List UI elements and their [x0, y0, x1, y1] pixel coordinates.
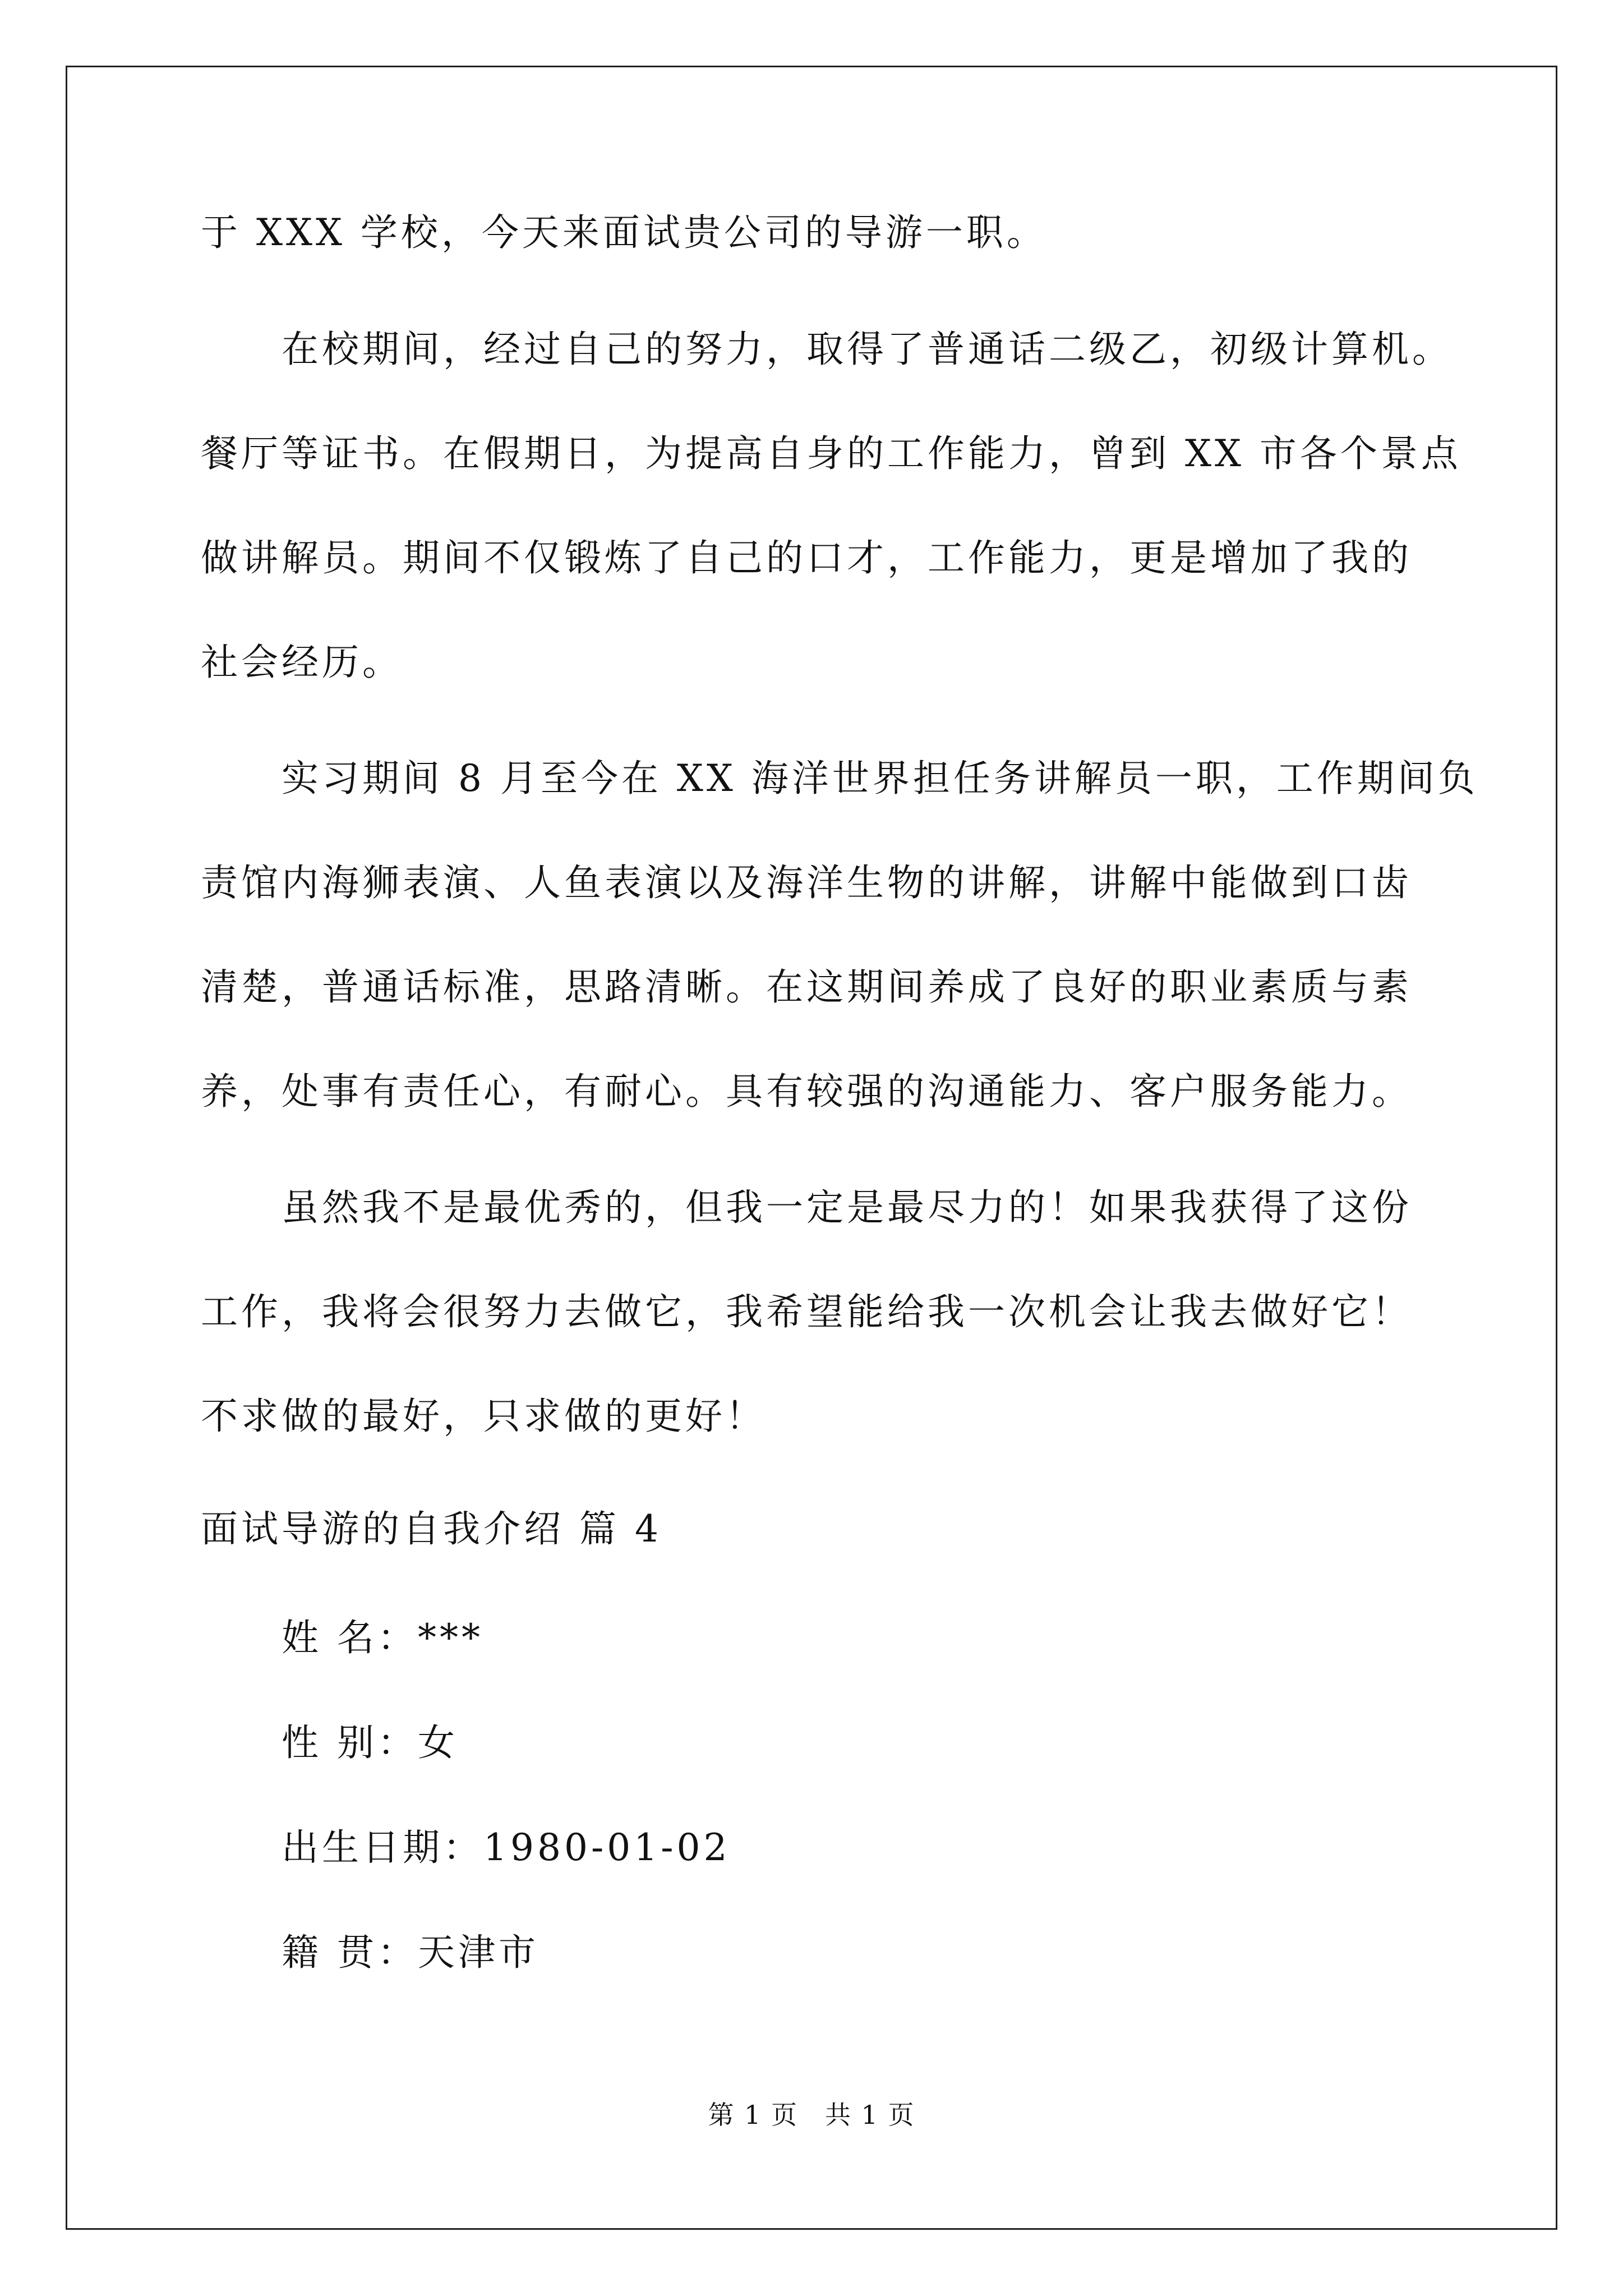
field-birthdate	[282, 1820, 731, 1876]
paragraph-line: 社会经历。	[201, 641, 403, 684]
page-number-footer: 第 1 页 共 1 页	[708, 2100, 915, 2130]
field-value: 女	[417, 1721, 458, 1764]
paragraph-line: 在校期间，经过自己的努力，取得了普通话二级乙，初级计算机。	[282, 328, 1453, 371]
paragraph-line: 于 XXX 学校，今天来面试贵公司的导游一职。	[201, 211, 1047, 254]
field-gender	[282, 1715, 458, 1771]
field-label: 性 别：	[282, 1721, 418, 1764]
page-border	[66, 66, 1557, 2230]
field-value: 天津市	[417, 1931, 539, 1974]
paragraph-line: 养，处事有责任心，有耐心。具有较强的沟通能力、客户服务能力。	[201, 1070, 1412, 1113]
field-name	[282, 1610, 483, 1666]
paragraph-line: 餐厅等证书。在假期日，为提高自身的工作能力，曾到 XX 市各个景点	[201, 432, 1461, 475]
paragraph-line: 清楚，普通话标准，思路清晰。在这期间养成了良好的职业素质与素	[201, 965, 1412, 1009]
paragraph-line: 工作，我将会很努力去做它，我希望能给我一次机会让我去做好它！	[201, 1290, 1412, 1333]
paragraph-line: 做讲解员。期间不仅锻炼了自己的口才，工作能力，更是增加了我的	[201, 536, 1412, 579]
field-value: ***	[417, 1616, 483, 1659]
paragraph-line: 实习期间 8 月至今在 XX 海洋世界担任务讲解员一职，工作期间负	[282, 757, 1478, 800]
paragraph-line: 虽然我不是最优秀的，但我一定是最尽力的！如果我获得了这份	[282, 1186, 1412, 1229]
field-label: 姓 名：	[282, 1616, 418, 1659]
field-label: 籍 贯：	[282, 1931, 418, 1974]
paragraph-line: 不求做的最好，只求做的更好！	[201, 1395, 766, 1438]
field-hometown	[282, 1925, 539, 1981]
section-heading: 面试导游的自我介绍 篇 4	[201, 1507, 662, 1550]
field-value: 1980-01-02	[483, 1826, 731, 1869]
paragraph-line: 责馆内海狮表演、人鱼表演以及海洋生物的讲解，讲解中能做到口齿	[201, 861, 1412, 904]
field-label: 出生日期：	[282, 1826, 483, 1869]
